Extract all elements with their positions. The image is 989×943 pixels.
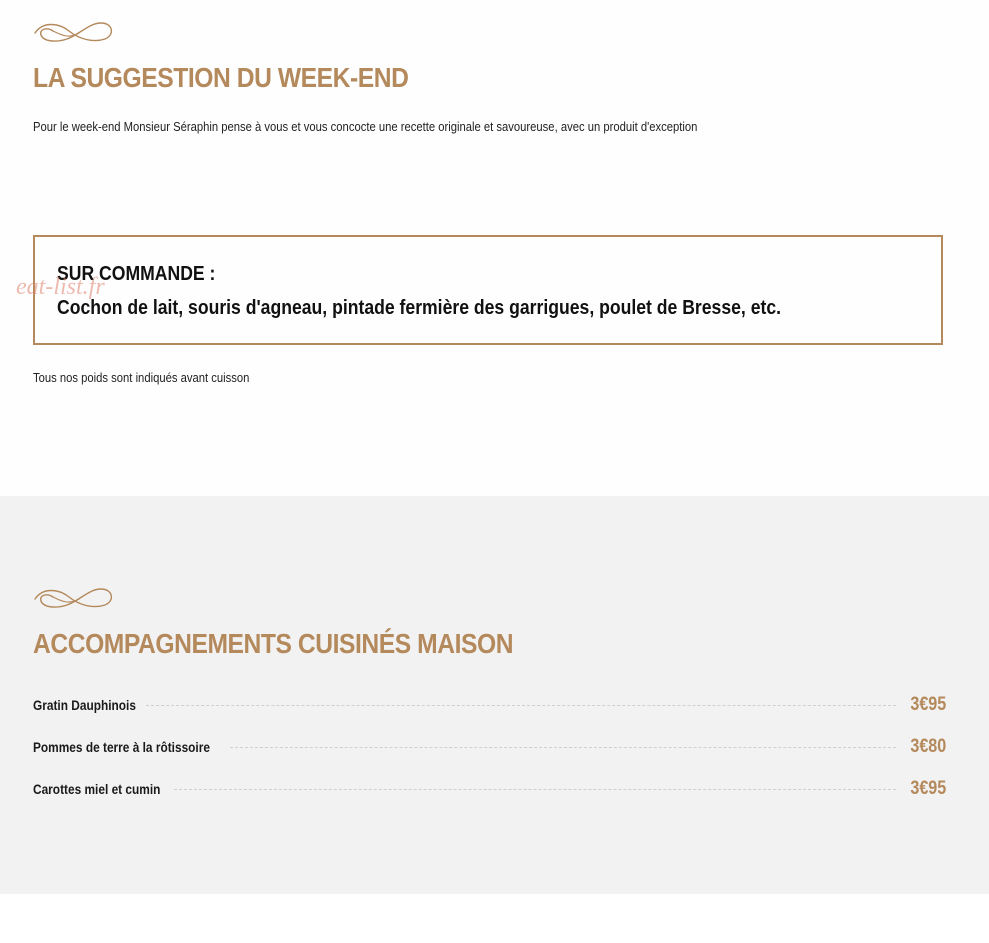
menu-item-name: Carottes miel et cumin [33,781,161,797]
dotted-leader [230,747,896,748]
order-heading: SUR COMMANDE : [57,263,216,285]
dotted-leader [146,705,896,706]
flourish-icon [33,17,115,47]
menu-item-price: 3€95 [910,778,946,799]
menu-item-name: Gratin Dauphinois [33,697,136,713]
menu-list [33,684,946,810]
flourish-icon [33,583,115,613]
order-box [33,235,943,345]
menu-item-price: 3€80 [910,736,946,757]
menu-item [33,684,946,726]
sides-title: ACCOMPAGNEMENTS CUISINÉS MAISON [33,628,514,659]
order-text: Cochon de lait, souris d'agneau, pintade fermière des garrigues, poulet de Bresse, etc. [57,297,782,319]
watermark: eat-list.fr [16,274,105,300]
weights-note: Tous nos poids sont indiqués avant cuisson [33,371,250,385]
menu-item [33,726,946,768]
menu-item-name: Pommes de terre à la rôtissoire [33,739,210,755]
menu-item [33,768,946,810]
weekend-intro: Pour le week-end Monsieur Séraphin pense à vous et vous concocte une recette originale et savoureuse, avec un produit d'exception [33,120,698,134]
weekend-title: LA SUGGESTION DU WEEK-END [33,62,409,93]
dotted-leader [174,789,896,790]
menu-item-price: 3€95 [910,694,946,715]
